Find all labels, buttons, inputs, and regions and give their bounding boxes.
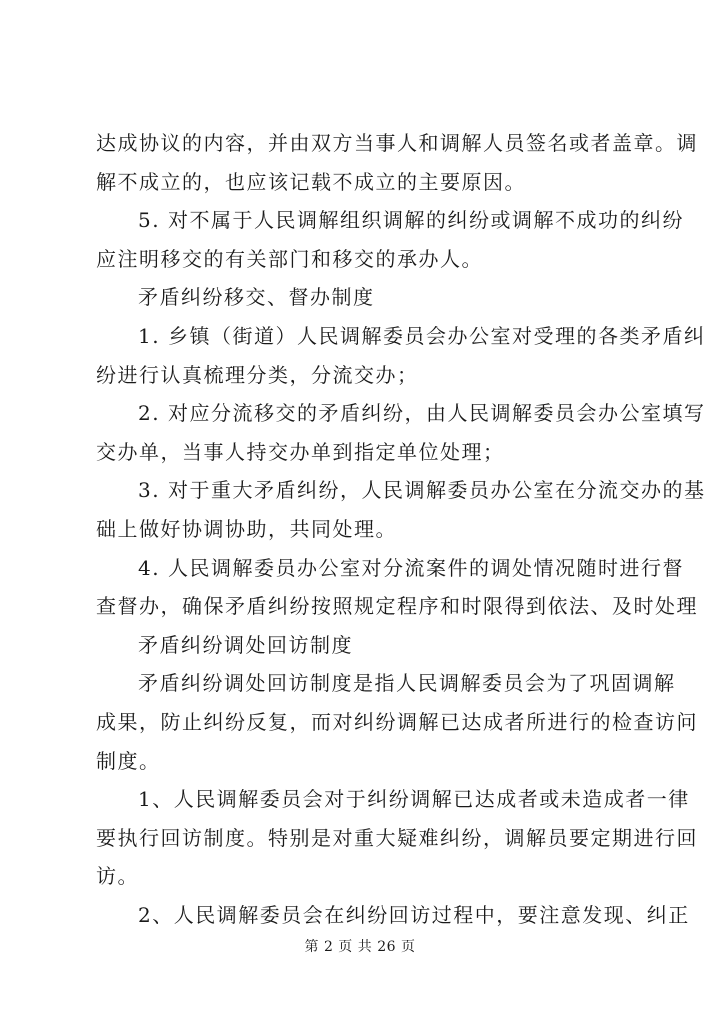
section-heading: 矛盾纠纷调处回访制度 — [138, 632, 353, 657]
text-line: 5. 对不属于人民调解组织调解的纠纷或调解不成功的纠纷 — [138, 208, 684, 233]
text-line: 础上做好协调协助，共同处理。 — [96, 516, 397, 541]
text-line: 查督办，确保矛盾纠纷按照规定程序和时限得到依法、及时处理 — [96, 594, 698, 619]
text-line: 解不成立的，也应该记载不成立的主要原因。 — [96, 169, 526, 194]
text-line: 交办单，当事人持交办单到指定单位处理； — [96, 439, 505, 464]
text-line: 3. 对于重大矛盾纠纷，人民调解委员办公室在分流交办的基 — [138, 478, 706, 503]
page-number-label: 第 2 页 共 26 页 — [304, 939, 416, 955]
document-body — [96, 124, 706, 934]
text-line: 4. 人民调解委员办公室对分流案件的调处情况随时进行督 — [138, 555, 684, 580]
text-line: 纷进行认真梳理分类，分流交办； — [96, 362, 419, 387]
text-line: 矛盾纠纷调处回访制度是指人民调解委员会为了巩固调解 — [138, 671, 676, 696]
text-line: 访。 — [96, 864, 139, 889]
text-line: 成果，防止纠纷反复，而对纠纷调解已达成者所进行的检查访问 — [96, 709, 698, 734]
text-line: 1、人民调解委员会对于纠纷调解已达成者或未造成者一律 — [138, 787, 690, 812]
text-line: 1. 乡镇（街道）人民调解委员会办公室对受理的各类矛盾纠 — [138, 323, 706, 348]
page-footer — [0, 936, 720, 956]
text-line: 达成协议的内容，并由双方当事人和调解人员签名或者盖章。调 — [96, 131, 698, 155]
text-line: 要执行回访制度。特别是对重大疑难纠纷，调解员要定期进行回 — [96, 825, 698, 850]
text-line: 2. 对应分流移交的矛盾纠纷，由人民调解委员会办公室填写 — [138, 401, 706, 426]
text-line: 制度。 — [96, 748, 161, 773]
section-heading: 矛盾纠纷移交、督办制度 — [138, 285, 375, 310]
text-line: 2、人民调解委员会在纠纷回访过程中，要注意发现、纠正 — [138, 902, 690, 927]
text-line: 应注明移交的有关部门和移交的承办人。 — [96, 246, 483, 271]
